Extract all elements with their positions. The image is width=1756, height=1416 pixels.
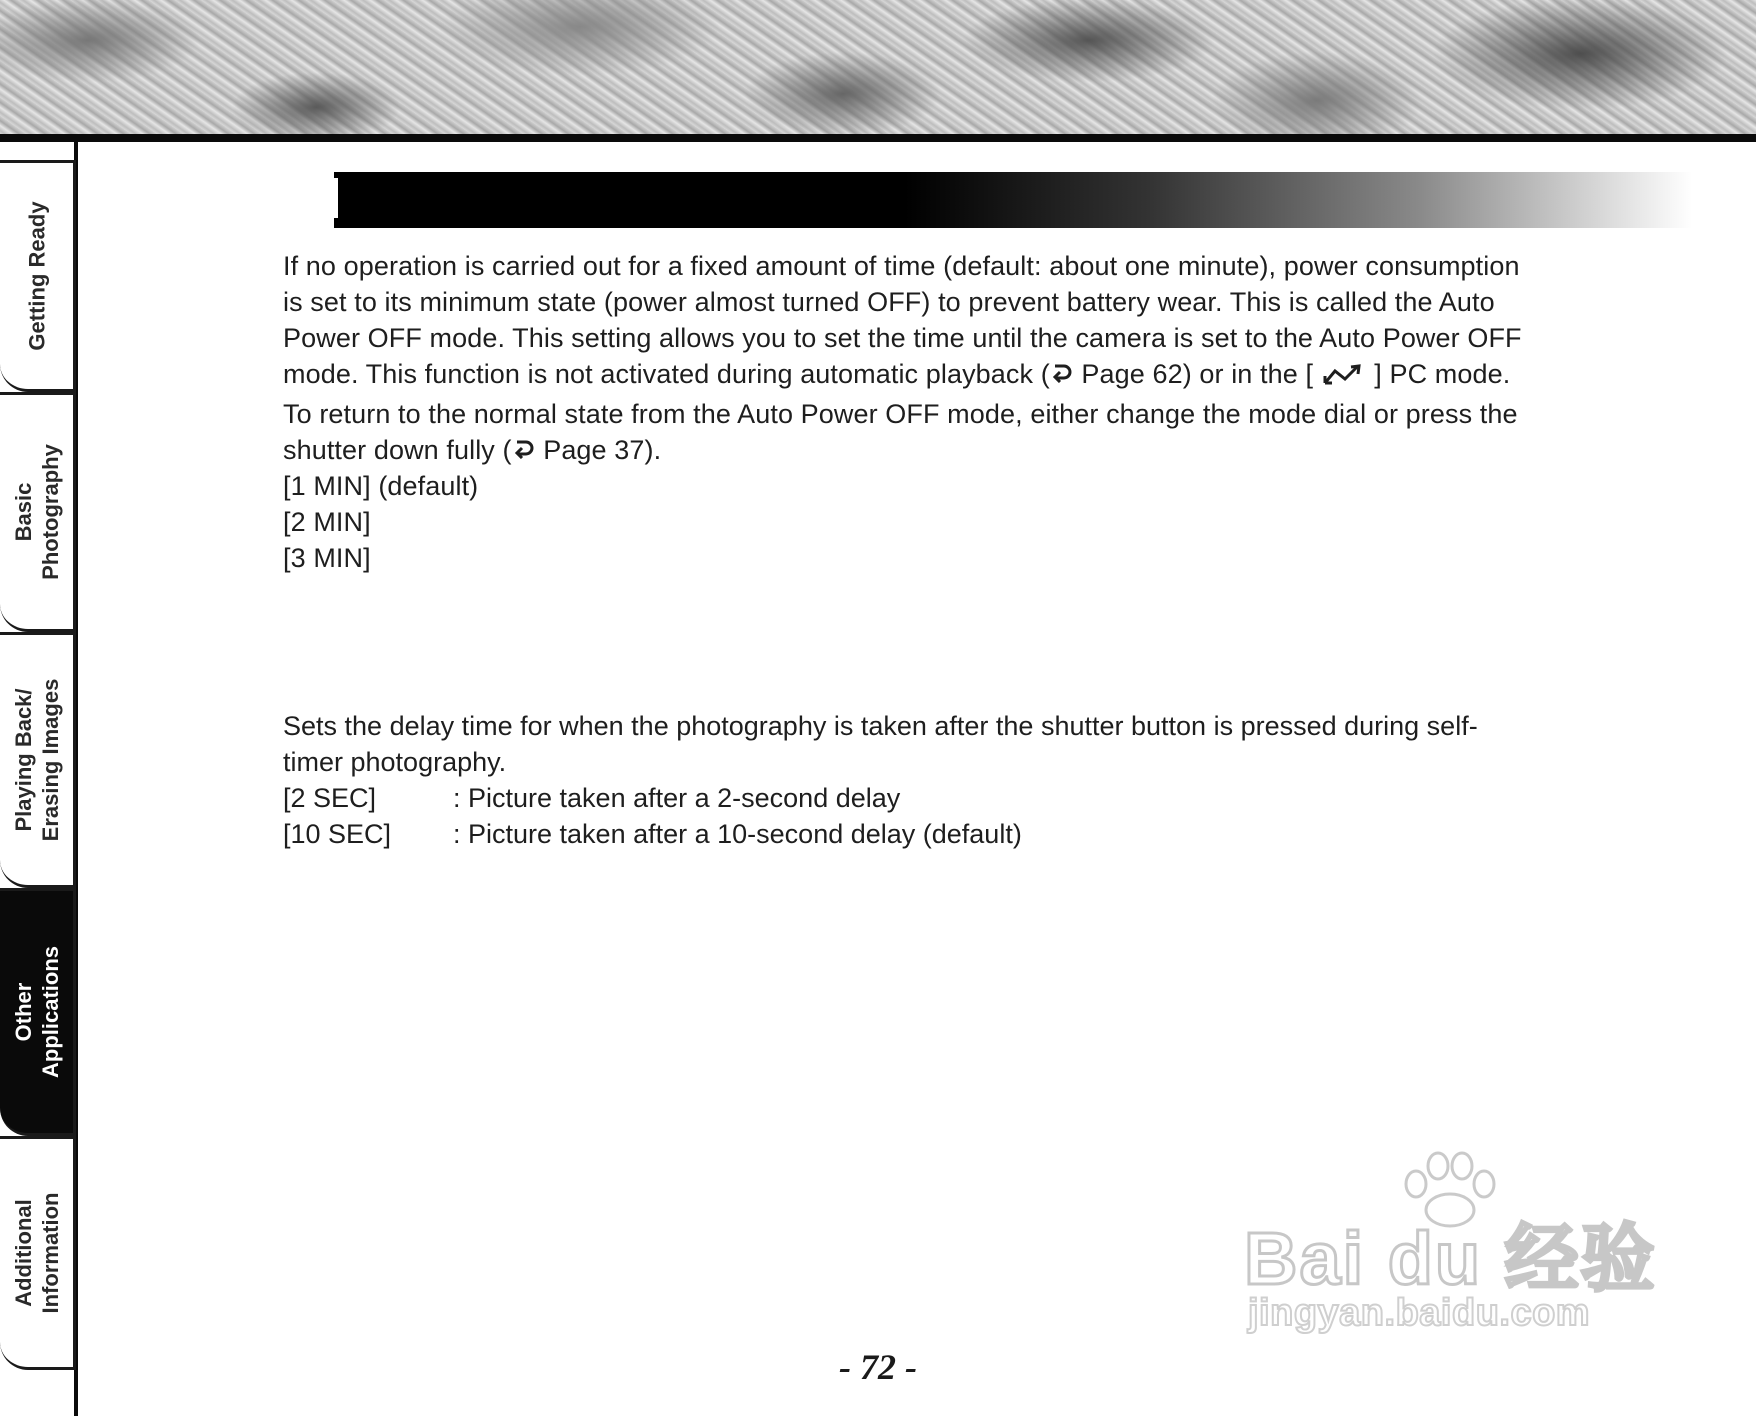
tab-label-line: Information <box>37 1192 63 1314</box>
tab-playing-back-erasing-images[interactable] <box>0 632 76 888</box>
tab-label-line: Other <box>10 982 36 1042</box>
option-item: [1 MIN] (default) <box>283 471 479 501</box>
text-line: shutter down fully ( Page 37). <box>283 432 1683 468</box>
auto-power-off-description <box>283 248 1683 576</box>
tab-basic-photography[interactable] <box>0 392 76 632</box>
option-item: [3 MIN] <box>283 543 371 573</box>
tab-label-line: Additional <box>10 1199 36 1307</box>
text-line: mode. This function is not activated during automatic playback ( Page 62) or in the [ ] PC mode. <box>283 356 1683 396</box>
tab-other-applications[interactable] <box>0 888 76 1136</box>
option-row <box>283 780 1683 816</box>
text-line: If no operation is carried out for a fixed amount of time (default: about one minute), power consumption <box>283 251 1520 281</box>
page-number: - 72 - <box>839 1347 917 1387</box>
tab-getting-ready[interactable] <box>0 160 76 392</box>
baidu-jingyan-watermark <box>1244 1148 1664 1348</box>
page-reference-arrow-icon <box>512 432 536 468</box>
option-item: [2 MIN] <box>283 507 371 537</box>
option-description: : Picture taken after a 10-second delay (default) <box>453 819 1022 849</box>
option-row <box>283 816 1683 852</box>
text-line: timer photography. <box>283 747 507 777</box>
option-key: [2 SEC] <box>283 783 377 813</box>
marble-header-band <box>0 0 1756 134</box>
watermark-brand: Bai du 经验 <box>1244 1217 1657 1300</box>
option-description: : Picture taken after a 2-second delay <box>453 783 901 813</box>
option-key: [10 SEC] <box>283 819 392 849</box>
section-heading-bar <box>334 172 1692 228</box>
section-heading-mark <box>334 178 344 218</box>
tab-additional-information[interactable] <box>0 1136 76 1370</box>
tab-label-line: Basic <box>10 482 36 542</box>
tab-label-line: Applications <box>37 945 63 1079</box>
header-rule <box>0 134 1756 142</box>
pc-mode-icon <box>1321 360 1367 396</box>
text-line: To return to the normal state from the Auto Power OFF mode, either change the mode dial or press the <box>283 399 1518 429</box>
tab-label-line: Playing Back/ <box>10 688 36 832</box>
text-line: Power OFF mode. This setting allows you to set the time until the camera is set to the Auto Power OFF <box>283 323 1522 353</box>
page-reference-arrow-icon <box>1050 356 1074 392</box>
tab-label-line: Erasing Images <box>37 678 63 842</box>
tab-label-line: Getting Ready <box>24 201 49 351</box>
text-line: Sets the delay time for when the photography is taken after the shutter button is pressed during self- <box>283 711 1478 741</box>
tab-label-line: Photography <box>37 444 63 580</box>
text-line: is set to its minimum state (power almost turned OFF) to prevent battery wear. This is called the Auto <box>283 287 1495 317</box>
self-timer-description <box>283 708 1683 852</box>
watermark-url: jingyan.baidu.com <box>1248 1292 1591 1334</box>
